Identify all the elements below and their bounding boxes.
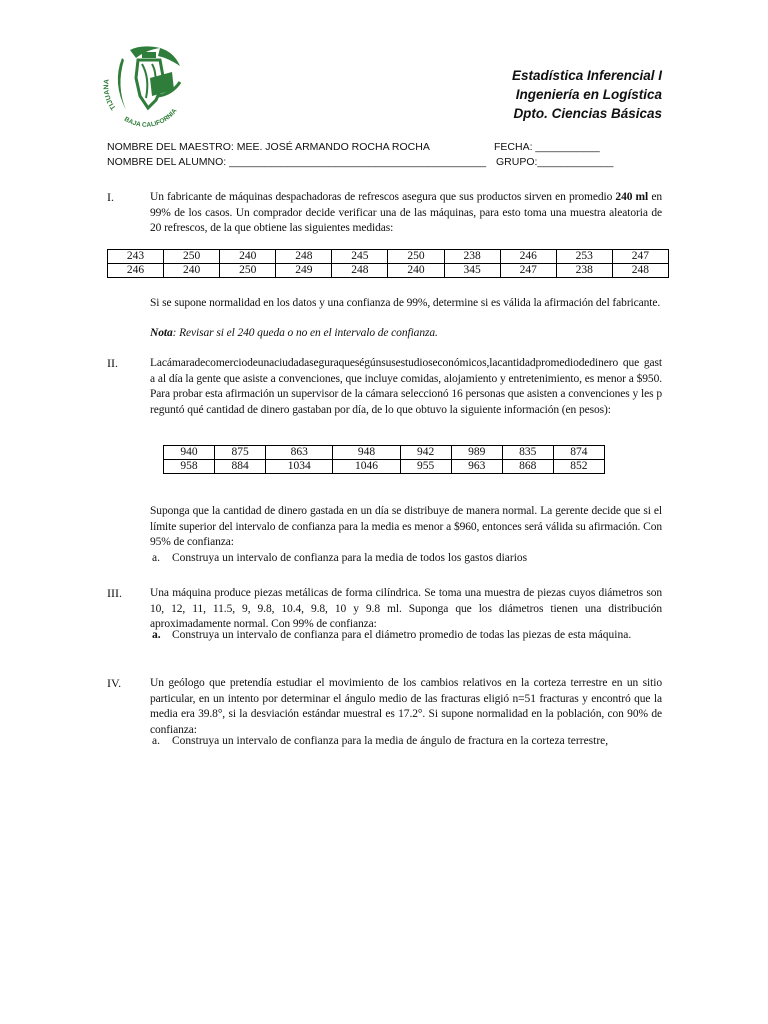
- logo-text-top: TIJUANA: [103, 78, 118, 111]
- table-cell: 963: [451, 460, 502, 474]
- problem-3-number: III.: [107, 586, 122, 600]
- problem-4-intro: Un geólogo que pretendía estudiar el movimiento de los cambios relativos en la corteza terrestre en un sitio particular, en un intento por determinar el ángulo medio de las fracturas eligió n=51 fracturas y encontró que la media era 39.8°, si la desviación estándar muestral es 17.2°. Si supone normalidad en la población, con 90% de confianza:: [150, 677, 662, 736]
- course-header: [512, 66, 662, 123]
- table-row: [164, 460, 605, 474]
- table-cell: 248: [612, 264, 668, 278]
- course-title: Estadística Inferencial I: [511, 68, 662, 83]
- table-cell: 250: [220, 264, 276, 278]
- table-cell: 238: [444, 250, 500, 264]
- program-name: Ingeniería en Logística: [515, 87, 662, 102]
- teacher-name-line: NOMBRE DEL MAESTRO: MEE. JOSÉ ARMANDO ROCHA ROCHA: [107, 141, 430, 153]
- table-cell: 247: [612, 250, 668, 264]
- problem-1-question: Si se supone normalidad en los datos y una confianza de 99%, determine si es válida la afirmación del fabricante.: [150, 297, 661, 309]
- table-cell: 250: [164, 250, 220, 264]
- table-cell: 253: [556, 250, 612, 264]
- problem-2-item-a-label: a.: [152, 552, 160, 564]
- table-cell: 246: [500, 250, 556, 264]
- table-cell: 868: [502, 460, 553, 474]
- problem-1-intro-before: Un fabricante de máquinas despachadoras de refrescos asegura que sus productos sirven en promedio: [150, 191, 616, 203]
- problem-2-number: II.: [107, 356, 118, 370]
- problem-2-data-table: [163, 445, 605, 474]
- table-cell: 245: [332, 250, 388, 264]
- table-cell: 240: [388, 264, 444, 278]
- table-cell: 243: [108, 250, 164, 264]
- problem-1-data-table: [107, 249, 669, 278]
- table-cell: 240: [164, 264, 220, 278]
- problem-3-intro: Una máquina produce piezas metálicas de forma cilíndrica. Se toma una muestra de piezas cuyos diámetros son 10, 12, 11, 11.5, 9, 9.8, 10.4, 9.8, 10 y 9.8 ml. Suponga que los diámetros tienen una distribución aproximadamente normal. Con 99% de confianza:: [150, 587, 662, 630]
- problem-1-intro-bold: 240 ml: [615, 191, 649, 203]
- svg-text:TIJUANA: [103, 79, 117, 111]
- problem-4-item-a-text: Construya un intervalo de confianza para la media de ángulo de fractura en la corteza terrestre,: [172, 735, 609, 747]
- problem-3-item-a-label: a.: [152, 629, 161, 641]
- problem-4-number: IV.: [107, 676, 122, 690]
- svg-text:BAJA CALIFORNIA: [123, 107, 179, 129]
- problem-4-item-a-label: a.: [152, 735, 160, 747]
- table-cell: 942: [400, 446, 451, 460]
- table-cell: 852: [553, 460, 604, 474]
- problem-1-intro: [150, 190, 662, 237]
- table-cell: 248: [332, 264, 388, 278]
- logo-text-bottom: BAJA CALIFORNIA: [122, 107, 179, 129]
- problem-2-question: Suponga que la cantidad de dinero gastada en un día se distribuye de manera normal. La gerente decide que si el límite superior del intervalo de confianza para la media es menor a $960, entonces será válida su afirmación. Con 95% de confianza:: [150, 505, 662, 548]
- table-cell: 874: [553, 446, 604, 460]
- table-cell: 248: [276, 250, 332, 264]
- table-cell: 948: [333, 446, 400, 460]
- laurel-left-icon: [118, 58, 126, 110]
- problem-2-item-a: [150, 551, 662, 567]
- table-row: [108, 264, 669, 278]
- table-cell: 940: [164, 446, 215, 460]
- table-cell: 884: [215, 460, 266, 474]
- problem-1-note-label: Nota: [150, 327, 173, 339]
- table-row: [164, 446, 605, 460]
- problem-1-intro-after: en 99% de los casos. Un comprador decide verificar una de las máquinas, para esto toma una muestra aleatoria de 20 refrescos, de la que obtiene las siguientes medidas:: [150, 191, 662, 234]
- table-cell: 989: [451, 446, 502, 460]
- problem-2-intro: Lacámaradecomerciodeunaciudadaseguraqueségúnsusestudioseconómicos,lacantidadpromediodedinero que gasta al día la gente que asiste a convenciones, que incluye comidas, alojamiento y entretenimiento, es menor a $950. Para probar esta afirmación un supervisor de la cámara seleccionó 16 personas que asisten a convenciones y les preguntó qué cantidad de dinero gastaban por día, de lo que obtuvo la siguiente información (en pesos):: [150, 357, 662, 416]
- group-field[interactable]: GRUPO:_____________: [496, 156, 614, 168]
- problem-3-item-a-text: Construya un intervalo de confianza para el diámetro promedio de todas las piezas de esta máquina.: [172, 629, 632, 641]
- table-cell: 345: [444, 264, 500, 278]
- table-cell: 247: [500, 264, 556, 278]
- table-cell: 958: [164, 460, 215, 474]
- table-cell: 955: [400, 460, 451, 474]
- table-cell: 875: [215, 446, 266, 460]
- problem-1-note-text: : Revisar si el 240 queda o no en el intervalo de confianza.: [172, 327, 438, 339]
- university-seal-logo: [102, 38, 192, 138]
- problem-1-note: [150, 326, 662, 342]
- table-cell: 863: [266, 446, 333, 460]
- problem-4-item-a: [150, 734, 662, 750]
- table-cell: 835: [502, 446, 553, 460]
- table-cell: 249: [276, 264, 332, 278]
- student-name-line[interactable]: NOMBRE DEL ALUMNO: ____________________________________________: [107, 156, 487, 168]
- table-cell: 250: [388, 250, 444, 264]
- table-cell: 1046: [333, 460, 400, 474]
- problem-1-number: I.: [107, 190, 114, 204]
- problem-3-item-a: [150, 628, 662, 644]
- department-name: Dpto. Ciencias Básicas: [513, 106, 662, 121]
- table-row: [108, 250, 669, 264]
- table-cell: 238: [556, 264, 612, 278]
- table-cell: 1034: [266, 460, 333, 474]
- table-cell: 240: [220, 250, 276, 264]
- date-field[interactable]: FECHA: ___________: [494, 141, 600, 153]
- table-cell: 246: [108, 264, 164, 278]
- problem-2-item-a-text: Construya un intervalo de confianza para la media de todos los gastos diarios: [172, 552, 528, 564]
